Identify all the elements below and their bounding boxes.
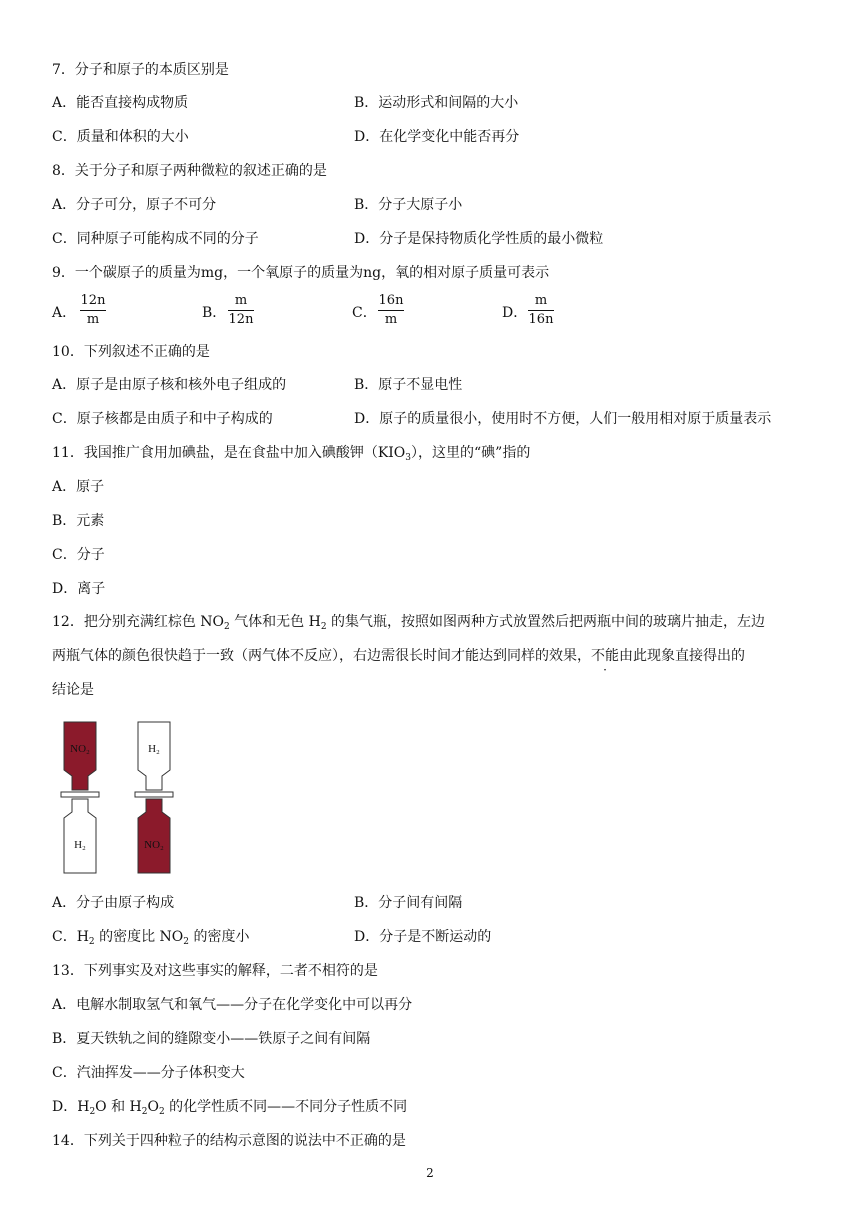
q9-option-d-fraction bbox=[526, 293, 556, 328]
q11-stem-text: 11．我国推广食用加碘盐，是在食盐中加入碘酸钾（KIO bbox=[52, 445, 406, 461]
q9-option-a-label: A． bbox=[52, 305, 77, 321]
q9-b-numerator: m bbox=[234, 293, 248, 308]
q10-option-d: D．原子的质量很小，使用时不方便，人们一般用相对原于质量表示 bbox=[354, 411, 772, 427]
q9-a-numerator: 12n bbox=[80, 293, 106, 308]
q9-b-denominator: 12n bbox=[228, 312, 254, 327]
left-top-label: NO₂ bbox=[70, 743, 90, 755]
q7-option-b: B．运动形式和间隔的大小 bbox=[354, 95, 519, 111]
q7-option-d: D．在化学变化中能否再分 bbox=[354, 129, 520, 145]
q11-option-a: A．原子 bbox=[52, 479, 105, 495]
left-top-bottle bbox=[64, 722, 96, 790]
q11-option-d: D．离子 bbox=[52, 581, 106, 597]
q12-option-c bbox=[52, 927, 249, 952]
subscript: 2 bbox=[320, 622, 327, 632]
subscript: 2 bbox=[88, 937, 95, 947]
subscript: 2 bbox=[141, 1107, 148, 1117]
q12-text: 气体和无色 H bbox=[229, 614, 321, 630]
q9-option-a-fraction bbox=[78, 293, 108, 328]
q12-text: 由此现象直接得出的 bbox=[619, 648, 745, 664]
q9-option-c-label: C． bbox=[352, 305, 377, 321]
subscript: 2 bbox=[224, 622, 230, 632]
q12-option-a: A．分子由原子构成 bbox=[52, 895, 175, 911]
right-glass-plate bbox=[135, 792, 173, 797]
fraction-bar bbox=[378, 310, 404, 311]
q11-option-c: C．分子 bbox=[52, 547, 105, 563]
q12-stem-line2 bbox=[52, 646, 745, 666]
q11-option-b: B．元素 bbox=[52, 513, 105, 529]
q9-a-denominator: m bbox=[86, 312, 100, 327]
subscript: 3 bbox=[405, 453, 412, 463]
q13-d-text: D．H bbox=[52, 1099, 90, 1115]
q13-option-c: C．汽油挥发——分子体积变大 bbox=[52, 1065, 245, 1081]
q9-c-numerator: 16n bbox=[378, 293, 404, 308]
right-bottom-label: NO₂ bbox=[144, 839, 164, 851]
q11-stem bbox=[52, 443, 530, 468]
q9-c-denominator: m bbox=[384, 312, 398, 327]
q13-option-d bbox=[52, 1097, 407, 1122]
q14-stem: 14．下列关于四种粒子的结构示意图的说法中不正确的是 bbox=[52, 1133, 406, 1149]
left-bottle-setup bbox=[61, 722, 99, 873]
q8-option-b: B．分子大原子小 bbox=[354, 197, 463, 213]
q8-option-a: A．分子可分，原子不可分 bbox=[52, 197, 217, 213]
q13-option-a: A．电解水制取氢气和氧气——分子在化学变化中可以再分 bbox=[52, 997, 413, 1013]
page-number: 2 bbox=[426, 1166, 434, 1180]
left-bottom-label: H₂ bbox=[74, 839, 86, 851]
q13-d-text: O 和 H bbox=[95, 1099, 142, 1115]
q10-option-a: A．原子是由原子核和核外电子组成的 bbox=[52, 377, 287, 393]
q12-c-text: 的密度比 NO bbox=[94, 929, 184, 945]
q12-stem-line1 bbox=[52, 612, 765, 637]
q9-d-denominator: 16n bbox=[528, 312, 554, 327]
q9-option-b-label: B． bbox=[202, 305, 227, 321]
q10-stem: 10．下列叙述不正确的是 bbox=[52, 344, 210, 360]
q8-option-c: C．同种原子可能构成不同的分子 bbox=[52, 231, 259, 247]
q12-option-d: D．分子是不断运动的 bbox=[354, 929, 492, 945]
right-bottle-setup bbox=[135, 722, 173, 873]
q9-option-d-label: D． bbox=[502, 305, 528, 321]
q9-d-numerator: m bbox=[534, 293, 548, 308]
right-bottom-bottle bbox=[138, 799, 170, 873]
right-top-label: H₂ bbox=[148, 743, 160, 755]
q9-stem: 9．一个碳原子的质量为mg，一个氧原子的质量为ng，氧的相对原子质量可表示 bbox=[52, 265, 550, 281]
q9-option-b-fraction bbox=[226, 293, 256, 328]
q12-text: 的集气瓶，按照如图两种方式放置然后把两瓶中间的玻璃片抽走，左边 bbox=[326, 614, 766, 630]
q9-option-c-fraction bbox=[376, 293, 406, 328]
subscript: 2 bbox=[158, 1107, 165, 1117]
subscript: 2 bbox=[183, 937, 190, 947]
q7-stem: 7．分子和原子的本质区别是 bbox=[52, 62, 229, 78]
q12-c-text: 的密度小 bbox=[189, 929, 250, 945]
q12-text: 12．把分别充满红棕色 NO bbox=[52, 614, 224, 630]
q12-option-b: B．分子间有间隔 bbox=[354, 895, 463, 911]
q8-stem: 8．关于分子和原子两种微粒的叙述正确的是 bbox=[52, 163, 327, 179]
q12-stem-line3: 结论是 bbox=[52, 682, 94, 698]
fraction-bar bbox=[528, 310, 554, 311]
q11-stem-text-end: ），这里的“碘”指的 bbox=[411, 445, 531, 461]
q13-d-text: O bbox=[147, 1099, 159, 1115]
left-bottom-bottle bbox=[64, 799, 96, 873]
q7-option-c: C．质量和体积的大小 bbox=[52, 129, 189, 145]
subscript: 2 bbox=[89, 1107, 96, 1117]
q8-option-d: D．分子是保持物质化学性质的最小微粒 bbox=[354, 231, 604, 247]
q7-option-a: A．能否直接构成物质 bbox=[52, 95, 189, 111]
q10-option-c: C．原子核都是由质子和中子构成的 bbox=[52, 411, 273, 427]
q12-text: 两瓶气体的颜色很快趋于一致（两气体不反应），右边需很长时间才能达到同样的效果， bbox=[52, 648, 591, 664]
fraction-bar bbox=[80, 310, 106, 311]
q13-option-b: B．夏天铁轨之间的缝隙变小——铁原子之间有间隔 bbox=[52, 1031, 371, 1047]
q13-stem: 13．下列事实及对这些事实的解释，二者不相符的是 bbox=[52, 963, 378, 979]
q13-d-text: 的化学性质不同——不同分子性质不同 bbox=[164, 1099, 408, 1115]
q12-c-text: C．H bbox=[52, 929, 89, 945]
emphasis-text: 不能 bbox=[591, 648, 619, 664]
left-glass-plate bbox=[61, 792, 99, 797]
q10-option-b: B．原子不显电性 bbox=[354, 377, 463, 393]
right-top-bottle bbox=[138, 722, 170, 790]
gas-bottles-figure bbox=[58, 718, 188, 878]
fraction-bar bbox=[228, 310, 254, 311]
